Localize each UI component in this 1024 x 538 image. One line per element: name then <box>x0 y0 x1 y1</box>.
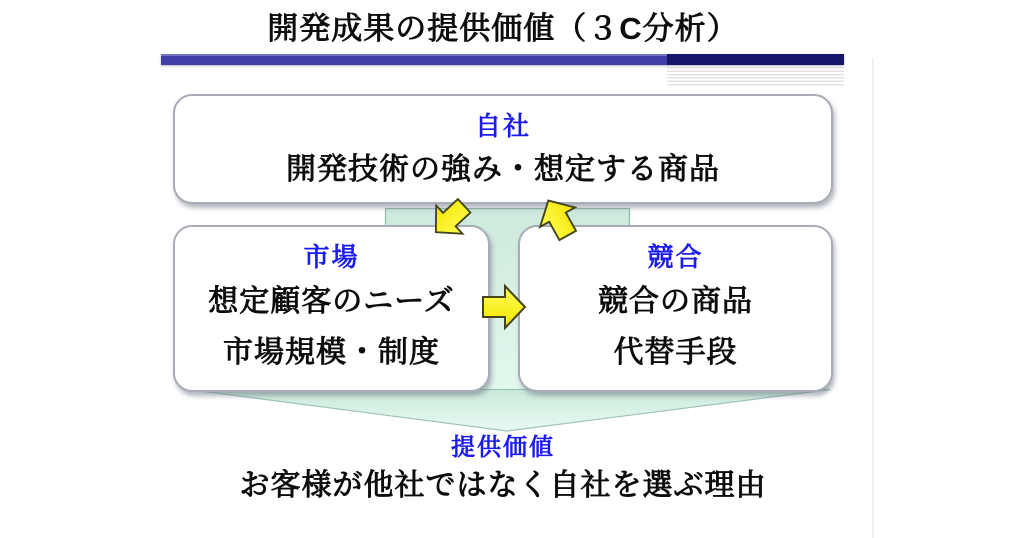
slide-title: 開発成果の提供価値（３C分析） <box>267 11 739 46</box>
competitor-box-line-1: 競合の商品 <box>598 285 753 318</box>
market-box-line-1: 想定顧客のニーズ <box>208 285 455 318</box>
arrow-up-left-icon <box>531 191 585 245</box>
company-box-title: 自社 <box>474 111 531 141</box>
arrow-right-icon <box>483 286 525 328</box>
arrow-down-left-icon <box>423 192 478 247</box>
provided-value-description: お客様が他社ではなく自社を選ぶ理由 <box>239 469 767 502</box>
provided-value-title: 提供価値 <box>451 434 555 461</box>
competitor-box-line-2: 代替手段 <box>613 336 738 369</box>
market-box-line-2: 市場規模・制度 <box>223 336 440 369</box>
company-box-body: 開発技術の強み・想定する商品 <box>286 153 720 186</box>
competitor-box-title: 競合 <box>647 242 704 272</box>
market-box-title: 市場 <box>303 242 360 272</box>
